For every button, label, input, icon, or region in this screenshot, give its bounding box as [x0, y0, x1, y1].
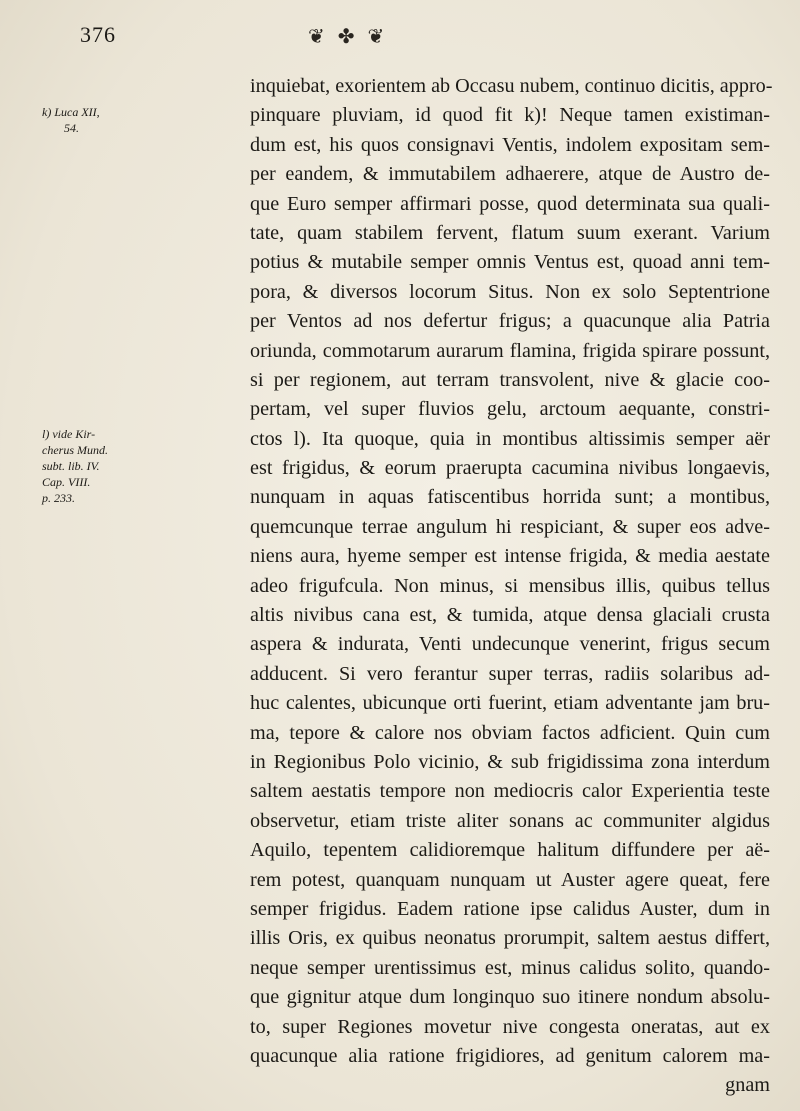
margin-note-line: subt. lib. IV. [42, 459, 100, 473]
text-line: rem potest, quanquam nunquam ut Auster agere queat, fere [250, 868, 770, 891]
text-line: quacunque alia ratione frigidiores, ad genitum calorem ma- [250, 1044, 770, 1067]
text-line: saltem aestatis tempore non mediocris calor Experientia teste [250, 780, 770, 803]
body-text [250, 72, 773, 1101]
text-line: adeo frigufcula. Non minus, si mensibus illis, quibus tellus [250, 574, 770, 597]
text-line: pertam, vel super fluvios gelu, arctoum aequante, constri- [250, 398, 770, 421]
text-line: illis Oris, ex quibus neonatus prorumpit, saltem aestus differt, [250, 927, 770, 950]
text-line: que Euro semper affirmari posse, quod determinata sua quali- [250, 192, 770, 215]
text-line: pinquare pluviam, id quod fit k)! Neque tamen existiman- [250, 104, 770, 127]
text-line: ma, tepore & calore nos obviam factos adficient. Quin cum [250, 721, 770, 744]
text-line: gnam [725, 1074, 770, 1097]
text-line: observetur, etiam triste aliter sonans ac communiter algidus [250, 809, 770, 832]
text-line: si per regionem, aut terram transvolent, nive & glacie coo- [250, 368, 770, 391]
text-line: in Regionibus Polo vicinio, & sub frigidissima zona interdum [250, 750, 770, 773]
text-line: pora, & diversos locorum Situs. Non ex solo Septentrione [250, 280, 770, 303]
text-line: oriunda, commotarum aurarum flamina, frigida spirare possunt, [250, 339, 770, 362]
margin-note-line: k) Luca XII, [42, 105, 100, 119]
text-line: niens aura, hyeme semper est intense frigida, & media aestate [250, 545, 770, 568]
margin-note-line: cherus Mund. [42, 443, 108, 457]
page-number: 376 [80, 22, 116, 47]
text-line: huc calentes, ubicunque orti fuerint, etiam adventante jam bru- [250, 692, 770, 715]
margin-note-l [42, 426, 108, 506]
text-line: aspera & indurata, Venti undecunque venerint, frigus secum [250, 633, 770, 656]
text-line: nunquam in aquas fatiscentibus horrida sunt; a montibus, [250, 486, 770, 509]
text-line: est frigidus, & eorum praerupta cacumina nivibus longaevis, [250, 457, 770, 480]
text-line: altis nivibus cana est, & tumida, atque densa glaciali crusta [250, 604, 770, 627]
text-line: Aquilo, tepentem calidioremque halitum diffundere per aë- [250, 839, 770, 862]
text-line: adducent. Si vero ferantur super terras, radiis solaribus ad- [250, 662, 770, 685]
text-line: neque semper urentissimus est, minus calidus solito, quando- [250, 956, 770, 979]
text-line: semper frigidus. Eadem ratione ipse calidus Auster, dum in [250, 897, 770, 920]
margin-note-line: Cap. VIII. [42, 475, 91, 489]
text-line: dum est, his quos consignavi Ventis, indolem expositam sem- [250, 133, 770, 156]
text-line: quemcunque terrae angulum hi respiciant, & super eos adve- [250, 515, 770, 538]
text-line: to, super Regiones movetur nive congesta oneratas, aut ex [250, 1015, 770, 1038]
text-line: per Ventos ad nos defertur frigus; a quacunque alia Patria [250, 310, 770, 333]
page-header [80, 18, 720, 62]
text-line: ctos l). Ita quoque, quia in montibus altissimis semper aër [250, 427, 770, 450]
text-line: inquiebat, exorientem ab Occasu nubem, continuo dicitis, appro- [250, 75, 773, 97]
text-line: potius & mutabile semper omnis Ventus est, quoad anni tem- [250, 251, 770, 274]
text-line: que gignitur atque dum longinquo suo itinere nondum absolu- [250, 986, 770, 1009]
header-ornament-icon: ❦ ✤ ❦ [308, 26, 389, 48]
text-line: tate, quam stabilem fervent, flatum suum exerant. Varium [250, 221, 770, 244]
margin-note-line: l) vide Kir- [42, 427, 96, 441]
margin-note-k [42, 104, 100, 136]
margin-note-line: p. 233. [42, 491, 75, 505]
text-line: per eandem, & immutabilem adhaerere, atque de Austro de- [250, 163, 770, 186]
margin-note-line: 54. [64, 121, 79, 135]
